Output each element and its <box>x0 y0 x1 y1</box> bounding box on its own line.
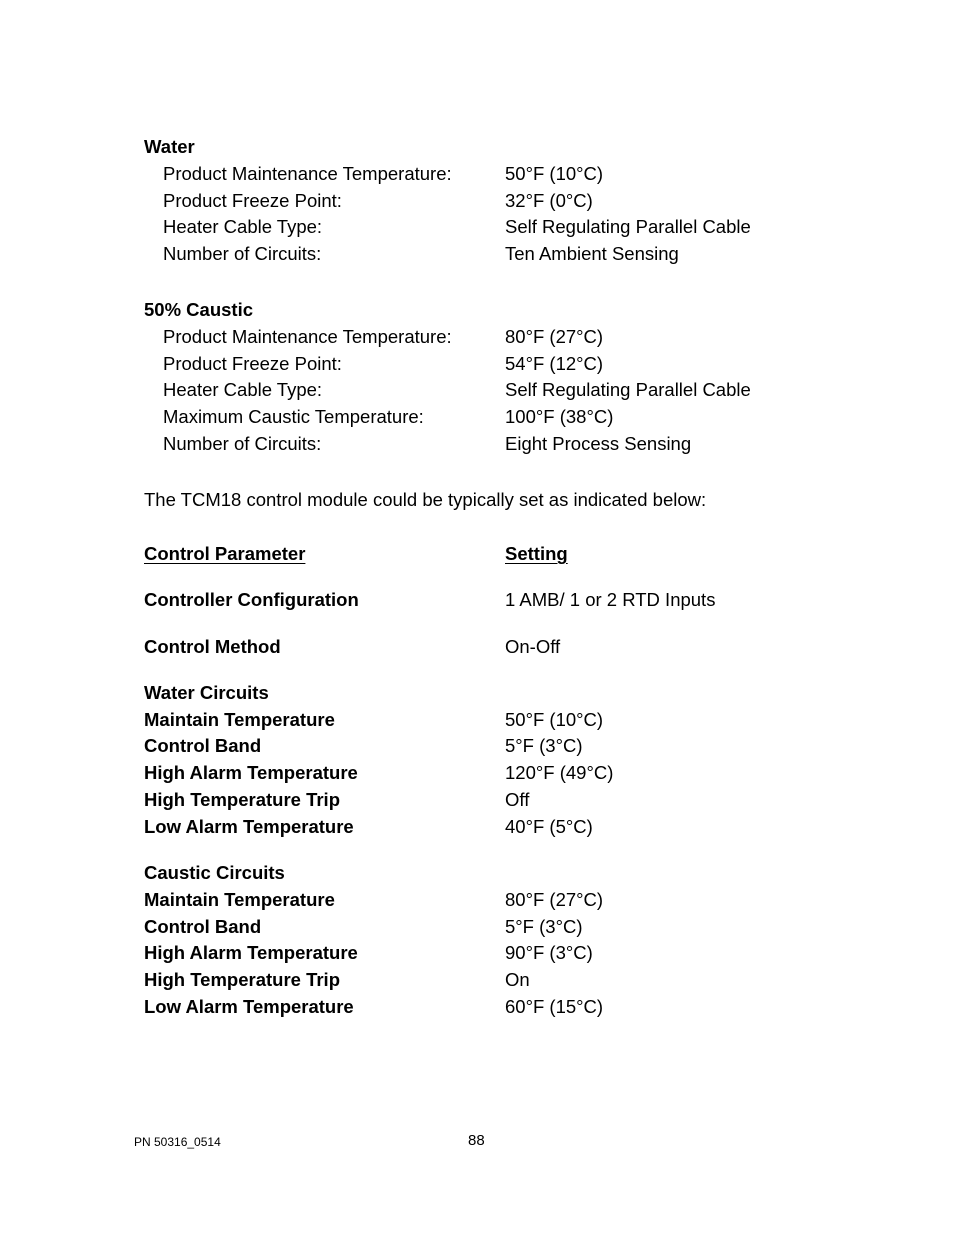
value-control-method: On-Off <box>505 636 561 657</box>
caustic-circuits-value-maintain-temp: 80°F (27°C) <box>505 889 604 910</box>
header-setting: Setting <box>505 543 568 564</box>
water-value-freeze-point: 32°F (0°C) <box>505 190 593 211</box>
footer-page-number: 88 <box>468 1132 485 1149</box>
caustic-circuits-label-maintain-temp: Maintain Temperature <box>144 889 335 910</box>
water-circuits-value-high-trip: Off <box>505 789 530 810</box>
label-controller-configuration: Controller Configuration <box>144 589 359 610</box>
header-control-parameter: Control Parameter <box>144 543 306 564</box>
caustic-value-maintenance-temp: 80°F (27°C) <box>505 326 604 347</box>
caustic-value-cable-type: Self Regulating Parallel Cable <box>505 379 751 400</box>
caustic-label-maintenance-temp: Product Maintenance Temperature: <box>163 326 452 347</box>
water-value-circuits: Ten Ambient Sensing <box>505 243 679 264</box>
caustic-heading: 50% Caustic <box>144 299 253 320</box>
caustic-circuits-value-high-alarm: 90°F (3°C) <box>505 942 593 963</box>
caustic-circuits-value-low-alarm: 60°F (15°C) <box>505 996 604 1017</box>
caustic-circuits-label-control-band: Control Band <box>144 916 262 937</box>
intro-paragraph: The TCM18 control module could be typically set as indicated below: <box>144 489 707 510</box>
water-circuits-value-high-alarm: 120°F (49°C) <box>505 762 614 783</box>
caustic-circuits-label-low-alarm: Low Alarm Temperature <box>144 996 354 1017</box>
caustic-circuits-value-high-trip: On <box>505 969 530 990</box>
caustic-circuits-heading: Caustic Circuits <box>144 862 285 883</box>
water-circuits-label-high-trip: High Temperature Trip <box>144 789 340 810</box>
caustic-circuits-value-control-band: 5°F (3°C) <box>505 916 583 937</box>
water-circuits-value-maintain-temp: 50°F (10°C) <box>505 709 604 730</box>
water-label-freeze-point: Product Freeze Point: <box>163 190 342 211</box>
caustic-circuits-label-high-alarm: High Alarm Temperature <box>144 942 358 963</box>
water-label-circuits: Number of Circuits: <box>163 243 322 264</box>
caustic-label-freeze-point: Product Freeze Point: <box>163 353 342 374</box>
label-control-method: Control Method <box>144 636 281 657</box>
water-circuits-value-control-band: 5°F (3°C) <box>505 735 583 756</box>
water-circuits-label-high-alarm: High Alarm Temperature <box>144 762 358 783</box>
water-heading: Water <box>144 136 195 157</box>
caustic-value-circuits: Eight Process Sensing <box>505 433 692 454</box>
caustic-value-freeze-point: 54°F (12°C) <box>505 353 604 374</box>
water-circuits-heading: Water Circuits <box>144 682 269 703</box>
caustic-value-max-temp: 100°F (38°C) <box>505 406 614 427</box>
caustic-label-circuits: Number of Circuits: <box>163 433 322 454</box>
caustic-circuits-label-high-trip: High Temperature Trip <box>144 969 340 990</box>
water-circuits-label-low-alarm: Low Alarm Temperature <box>144 816 354 837</box>
water-circuits-label-control-band: Control Band <box>144 735 262 756</box>
water-value-cable-type: Self Regulating Parallel Cable <box>505 216 751 237</box>
water-label-cable-type: Heater Cable Type: <box>163 216 323 237</box>
caustic-label-max-temp: Maximum Caustic Temperature: <box>163 406 424 427</box>
caustic-label-cable-type: Heater Cable Type: <box>163 379 323 400</box>
value-controller-configuration: 1 AMB/ 1 or 2 RTD Inputs <box>505 589 716 610</box>
footer-part-number: PN 50316_0514 <box>134 1135 221 1149</box>
water-circuits-label-maintain-temp: Maintain Temperature <box>144 709 335 730</box>
water-value-maintenance-temp: 50°F (10°C) <box>505 163 604 184</box>
water-label-maintenance-temp: Product Maintenance Temperature: <box>163 163 452 184</box>
water-circuits-value-low-alarm: 40°F (5°C) <box>505 816 593 837</box>
